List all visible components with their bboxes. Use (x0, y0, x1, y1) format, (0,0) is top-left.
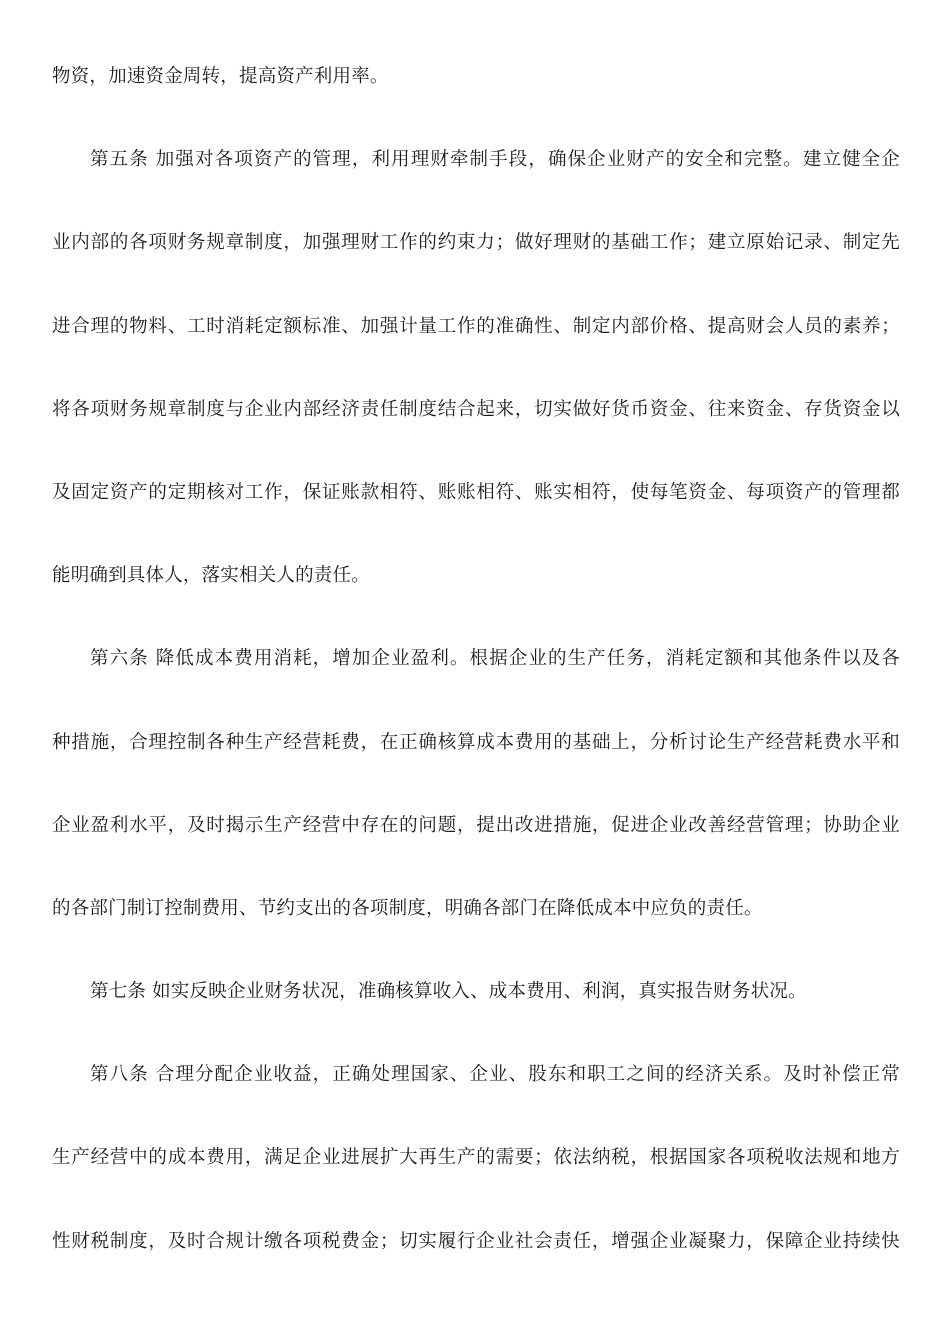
paragraph-article-5 (52, 139, 900, 597)
line-gap (52, 680, 900, 722)
line-gap (52, 763, 900, 805)
paragraph-article-6 (52, 638, 900, 929)
paragraph-article-8 (52, 1054, 900, 1262)
text-line: 将各项财务规章制度与企业内部经济责任制度结合起来，切实做好货币资金、往来资金、存货资金以 (52, 398, 900, 420)
line-gap (52, 1096, 900, 1138)
text-line: 第七条 如实反映企业财务状况，准确核算收入、成本费用、利润，真实报告财务状况。 (90, 981, 807, 1003)
text-line: 企业盈利水平，及时揭示生产经营中存在的问题，提出改进措施，促进企业改善经营管理；协助企业 (52, 814, 900, 836)
line-gap (52, 347, 900, 389)
text-line: 能明确到具体人，落实相关人的责任。 (52, 565, 370, 587)
text-line: 的各部门制订控制费用、节约支出的各项制度，明确各部门在降低成本中应负的责任。 (52, 897, 763, 919)
document-page (52, 56, 900, 1262)
text-line: 第六条 降低成本费用消耗，增加企业盈利。根据企业的生产任务，消耗定额和其他条件以及各 (90, 648, 900, 670)
line-gap (52, 430, 900, 472)
line-gap (52, 264, 900, 306)
paragraph-article-7 (52, 971, 900, 1013)
line-gap (52, 514, 900, 556)
text-line: 进合理的物料、工时消耗定额标准、加强计量工作的准确性、制定内部价格、提高财会人员的素养； (52, 315, 900, 337)
text-line: 第五条 加强对各项资产的管理，利用理财牵制手段，确保企业财产的安全和完整。建立健全企 (90, 149, 900, 171)
paragraph-gap (52, 1013, 900, 1055)
line-gap (52, 1179, 900, 1221)
paragraph-gap (52, 597, 900, 639)
text-line: 物资，加速资金周转，提高资产利用率。 (52, 66, 389, 87)
text-line: 及固定资产的定期核对工作，保证账款相符、账账相符、账实相符，使每笔资金、每项资产的管理都 (52, 481, 900, 503)
line-gap (52, 846, 900, 888)
text-line: 第八条 合理分配企业收益，正确处理国家、企业、股东和职工之间的经济关系。及时补偿正常 (90, 1064, 900, 1086)
text-line: 生产经营中的成本费用，满足企业进展扩大再生产的需要；依法纳税，根据国家各项税收法规和地方 (52, 1147, 900, 1169)
paragraph-gap (52, 929, 900, 971)
text-line: 性财税制度，及时合规计缴各项税费金；切实履行企业社会责任，增强企业凝聚力，保障企业持续快 (52, 1230, 900, 1252)
text-line: 种措施，合理控制各种生产经营耗费，在正确核算成本费用的基础上，分析讨论生产经营耗费水平和 (52, 731, 900, 753)
paragraph-1 (52, 56, 900, 98)
paragraph-gap (52, 98, 900, 140)
text-line: 业内部的各项财务规章制度，加强理财工作的约束力；做好理财的基础工作；建立原始记录、制定先 (52, 232, 900, 254)
line-gap (52, 181, 900, 223)
